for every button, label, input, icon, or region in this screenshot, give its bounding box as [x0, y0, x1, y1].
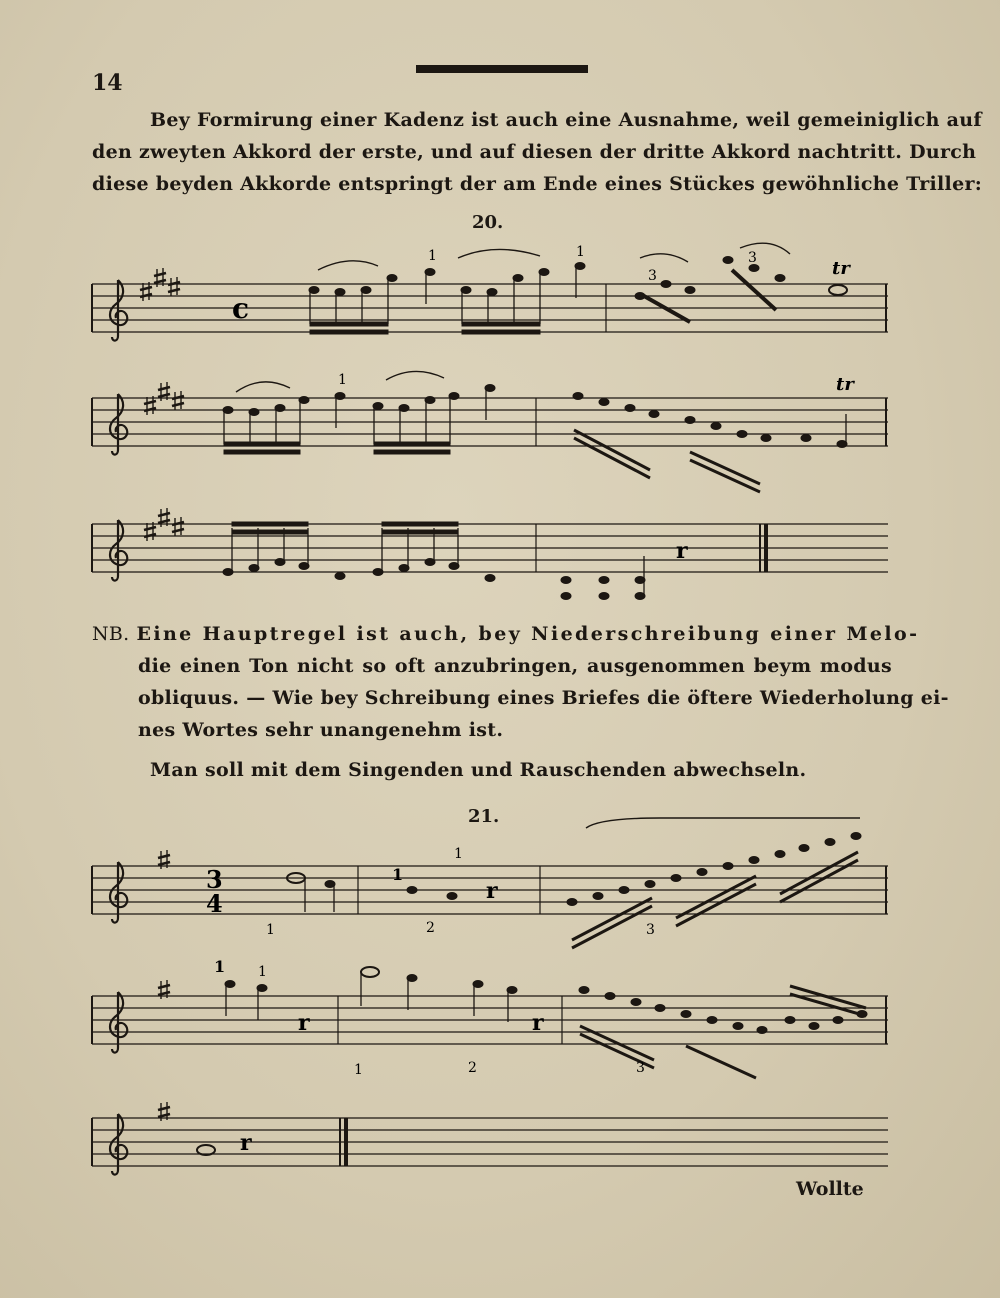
text-line: diese beyden Akkorde entspringt der am Ende eines Stückes gewöhnliche Triller:	[92, 173, 983, 195]
fingering-mark: 1	[428, 248, 437, 264]
grace-note-mark: 1	[214, 957, 226, 976]
svg-text:c: c	[232, 292, 250, 325]
fingering-mark: 1	[338, 372, 347, 388]
time-signature-top: 3	[206, 865, 223, 894]
staff-21-1	[92, 818, 888, 948]
fingering-mark: 1	[266, 922, 275, 938]
staff-20-1	[92, 243, 888, 340]
fingering-mark: 3	[636, 1060, 645, 1076]
staff-21-3	[92, 1102, 888, 1175]
example-number-21: 21.	[468, 806, 500, 827]
staff-20-3	[92, 508, 888, 600]
catchword: Wollte	[796, 1178, 864, 1200]
text-line: nes Wortes sehr unangenehm ist.	[138, 719, 504, 741]
svg-text:r: r	[486, 878, 498, 904]
svg-text:r: r	[676, 538, 688, 564]
text-line: die einen Ton nicht so oft anzubringen, ausgenommen beym modus	[138, 655, 892, 677]
svg-text:r: r	[240, 1130, 252, 1156]
text-line: obliquus. — Wie bey Schreibung eines Briefes die öftere Wiederholung ei-	[138, 687, 949, 709]
fingering-mark: 3	[648, 268, 657, 284]
grace-note-mark: 1	[392, 865, 404, 884]
nb-text: Eine Hauptregel ist auch, bey Niederschreibung einer Melo-	[136, 623, 920, 645]
fingering-mark: 2	[468, 1060, 477, 1076]
trill-mark: tr	[832, 258, 850, 279]
staff-21-2	[92, 957, 888, 1078]
text-line: den zweyten Akkord der erste, und auf diesen der dritte Akkord nachtritt. Durch	[92, 141, 977, 163]
nb-label: NB.	[92, 623, 130, 645]
page-number: 14	[92, 70, 123, 96]
svg-text:r: r	[298, 1010, 310, 1036]
fingering-mark: 1	[454, 846, 463, 862]
fingering-mark: 1	[576, 244, 585, 260]
trill-mark: tr	[836, 374, 854, 395]
fingering-mark: 1	[258, 964, 267, 980]
staff-20-2	[92, 371, 888, 492]
fingering-mark: 2	[426, 920, 435, 936]
fingering-mark: 3	[748, 250, 757, 266]
text-line: Bey Formirung einer Kadenz ist auch eine Ausnahme, weil gemeiniglich auf	[150, 109, 982, 131]
svg-text:r: r	[532, 1010, 544, 1036]
fingering-mark: 1	[354, 1062, 363, 1078]
time-signature-bottom: 4	[206, 889, 223, 918]
fingering-mark: 3	[646, 922, 655, 938]
text-line: Man soll mit dem Singenden und Rauschenden abwechseln.	[150, 759, 807, 781]
example-number-20: 20.	[472, 212, 504, 233]
